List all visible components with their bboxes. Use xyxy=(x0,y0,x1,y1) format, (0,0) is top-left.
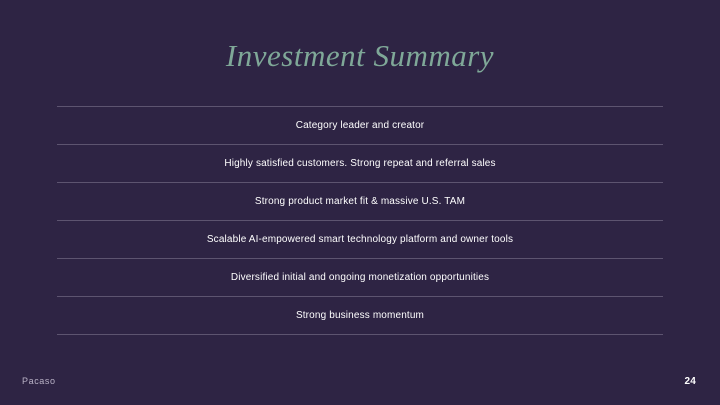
list-item xyxy=(57,220,663,258)
page-number: 24 xyxy=(684,376,696,387)
list-item-label: Category leader and creator xyxy=(295,119,425,131)
list-item xyxy=(57,182,663,220)
page-title: Investment Summary xyxy=(225,38,495,73)
footer-brand: Pacaso xyxy=(22,376,56,386)
list-item xyxy=(57,106,663,144)
list-item xyxy=(57,144,663,182)
list-item-label: Scalable AI-empowered smart technology platform and owner tools xyxy=(206,233,514,245)
list-item xyxy=(57,296,663,335)
list-item-label: Strong product market fit & massive U.S. TAM xyxy=(254,195,466,207)
summary-list xyxy=(57,106,663,335)
list-item xyxy=(57,258,663,296)
list-item-label: Strong business momentum xyxy=(295,309,425,321)
list-item-label: Diversified initial and ongoing monetization opportunities xyxy=(230,271,490,283)
list-item-label: Highly satisfied customers. Strong repeat and referral sales xyxy=(224,157,496,169)
